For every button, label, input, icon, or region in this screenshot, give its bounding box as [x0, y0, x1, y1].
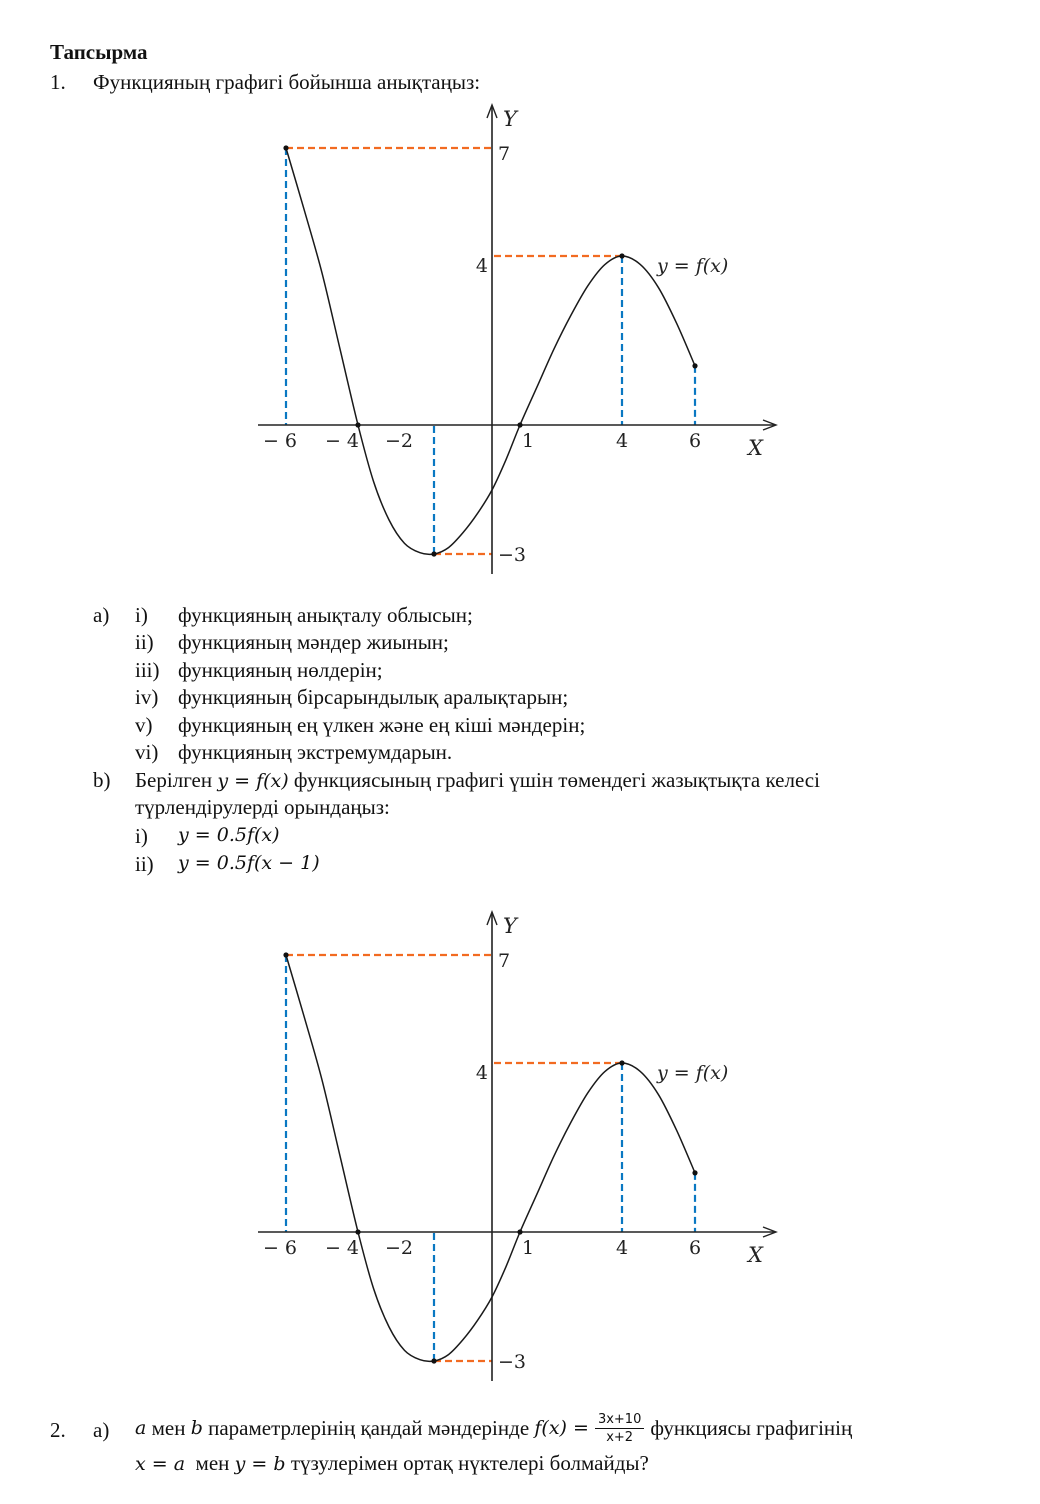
key-point [355, 1229, 360, 1234]
part-a-item-text: функцияның бірсарындылық аралықтарын; [178, 685, 569, 709]
y-tick-label: 7 [498, 143, 511, 165]
part-b-math: y = f(x) [217, 770, 289, 792]
curve-label: y = f(x) [657, 255, 729, 277]
x-tick-label: −2 [384, 1237, 414, 1259]
key-point [283, 145, 288, 150]
x-tick-label: 1 [521, 1237, 535, 1259]
part-b-text-pre: Берілген [135, 768, 213, 792]
part-a-item-num: iii) [135, 658, 160, 682]
task2-line-y-b: y = b [234, 1453, 286, 1475]
x-tick-label: 6 [688, 430, 702, 452]
task2-text-men: мен [151, 1415, 186, 1440]
fraction-denominator: x+2 [606, 1429, 634, 1445]
fraction-numerator: 3x+10 [595, 1411, 644, 1429]
y-axis-label: Y [503, 914, 517, 938]
part-a-item-text: функцияның нөлдерін; [178, 658, 383, 682]
task1-number: 1. [50, 70, 66, 94]
task2-line1 [135, 1406, 852, 1450]
part-b-line2: түрлендірулерді орындаңыз: [135, 795, 390, 819]
part-a-item-num: ii) [135, 630, 154, 654]
key-point [692, 1170, 697, 1175]
part-a-item-text: функцияның ең үлкен және ең кіші мәндерін; [178, 713, 586, 737]
key-point [283, 952, 288, 957]
task2-fx: f(x) = [534, 1417, 589, 1439]
key-point [692, 363, 697, 368]
key-point [355, 422, 360, 427]
task2-number: 2. [50, 1418, 66, 1442]
task2-text-graph: функциясы графигінің [650, 1415, 853, 1440]
y-tick-label: −3 [498, 544, 527, 566]
function-curve [286, 955, 695, 1361]
function-curve [286, 148, 695, 554]
page-heading: Тапсырма [50, 40, 148, 64]
part-b-item-math: y = 0.5f(x − 1) [178, 852, 320, 874]
y-tick-label: 4 [475, 1062, 488, 1084]
key-point [619, 1060, 624, 1065]
part-a-item-num: vi) [135, 740, 159, 764]
x-tick-label: − 6 [262, 1237, 298, 1259]
part-b-label: b) [93, 768, 111, 792]
key-point [431, 551, 436, 556]
key-point [619, 253, 624, 258]
x-axis-label: X [748, 436, 763, 460]
part-a-item-num: v) [135, 713, 153, 737]
task2-text-question: түзулерімен ортақ нүктелері болмайды? [290, 1451, 649, 1475]
x-tick-label: 1 [521, 430, 535, 452]
task2-label: a) [93, 1418, 110, 1442]
part-b-item-num: i) [135, 824, 148, 848]
task2-var-b: b [190, 1417, 203, 1439]
y-axis-label: Y [503, 107, 517, 131]
curve-label: y = f(x) [657, 1062, 729, 1084]
x-axis-label: X [748, 1243, 763, 1267]
part-b-line1 [135, 768, 820, 793]
part-a-item-text: функцияның экстремумдарын. [178, 740, 453, 764]
x-tick-label: 4 [615, 1237, 629, 1259]
task2-text-men2: мен [195, 1451, 230, 1475]
task2-var-a: a [135, 1417, 147, 1439]
task2-fraction [595, 1411, 644, 1446]
x-tick-label: − 4 [324, 1237, 360, 1259]
task1-prompt: Функцияның графигі бойынша анықтаңыз: [93, 70, 481, 94]
x-tick-label: 4 [615, 430, 629, 452]
part-a-item-num: iv) [135, 685, 159, 709]
x-tick-label: − 6 [262, 430, 298, 452]
function-graph-1 [0, 100, 1040, 600]
part-b-item-math: y = 0.5f(x) [178, 824, 280, 846]
key-point [517, 1229, 522, 1234]
y-tick-label: −3 [498, 1351, 527, 1373]
task2-text-params: параметрлерінің қандай мәндерінде [208, 1415, 530, 1440]
part-a-item-num: i) [135, 603, 148, 627]
key-point [431, 1358, 436, 1363]
part-a-item-text: функцияның анықталу облысын; [178, 603, 473, 627]
y-tick-label: 7 [498, 950, 511, 972]
key-point [517, 422, 522, 427]
part-b-text-post: функциясының графигі үшін төмендегі жазықтықта келесі [293, 768, 820, 792]
part-a-label: a) [93, 603, 110, 627]
x-tick-label: −2 [384, 430, 414, 452]
x-tick-label: − 4 [324, 430, 360, 452]
y-tick-label: 4 [475, 255, 488, 277]
function-graph-2 [0, 907, 1040, 1407]
task2-line-x-a: x = a [135, 1453, 186, 1475]
part-a-item-text: функцияның мәндер жиынын; [178, 630, 449, 654]
part-b-item-num: ii) [135, 852, 154, 876]
task2-line2 [135, 1451, 649, 1476]
x-tick-label: 6 [688, 1237, 702, 1259]
